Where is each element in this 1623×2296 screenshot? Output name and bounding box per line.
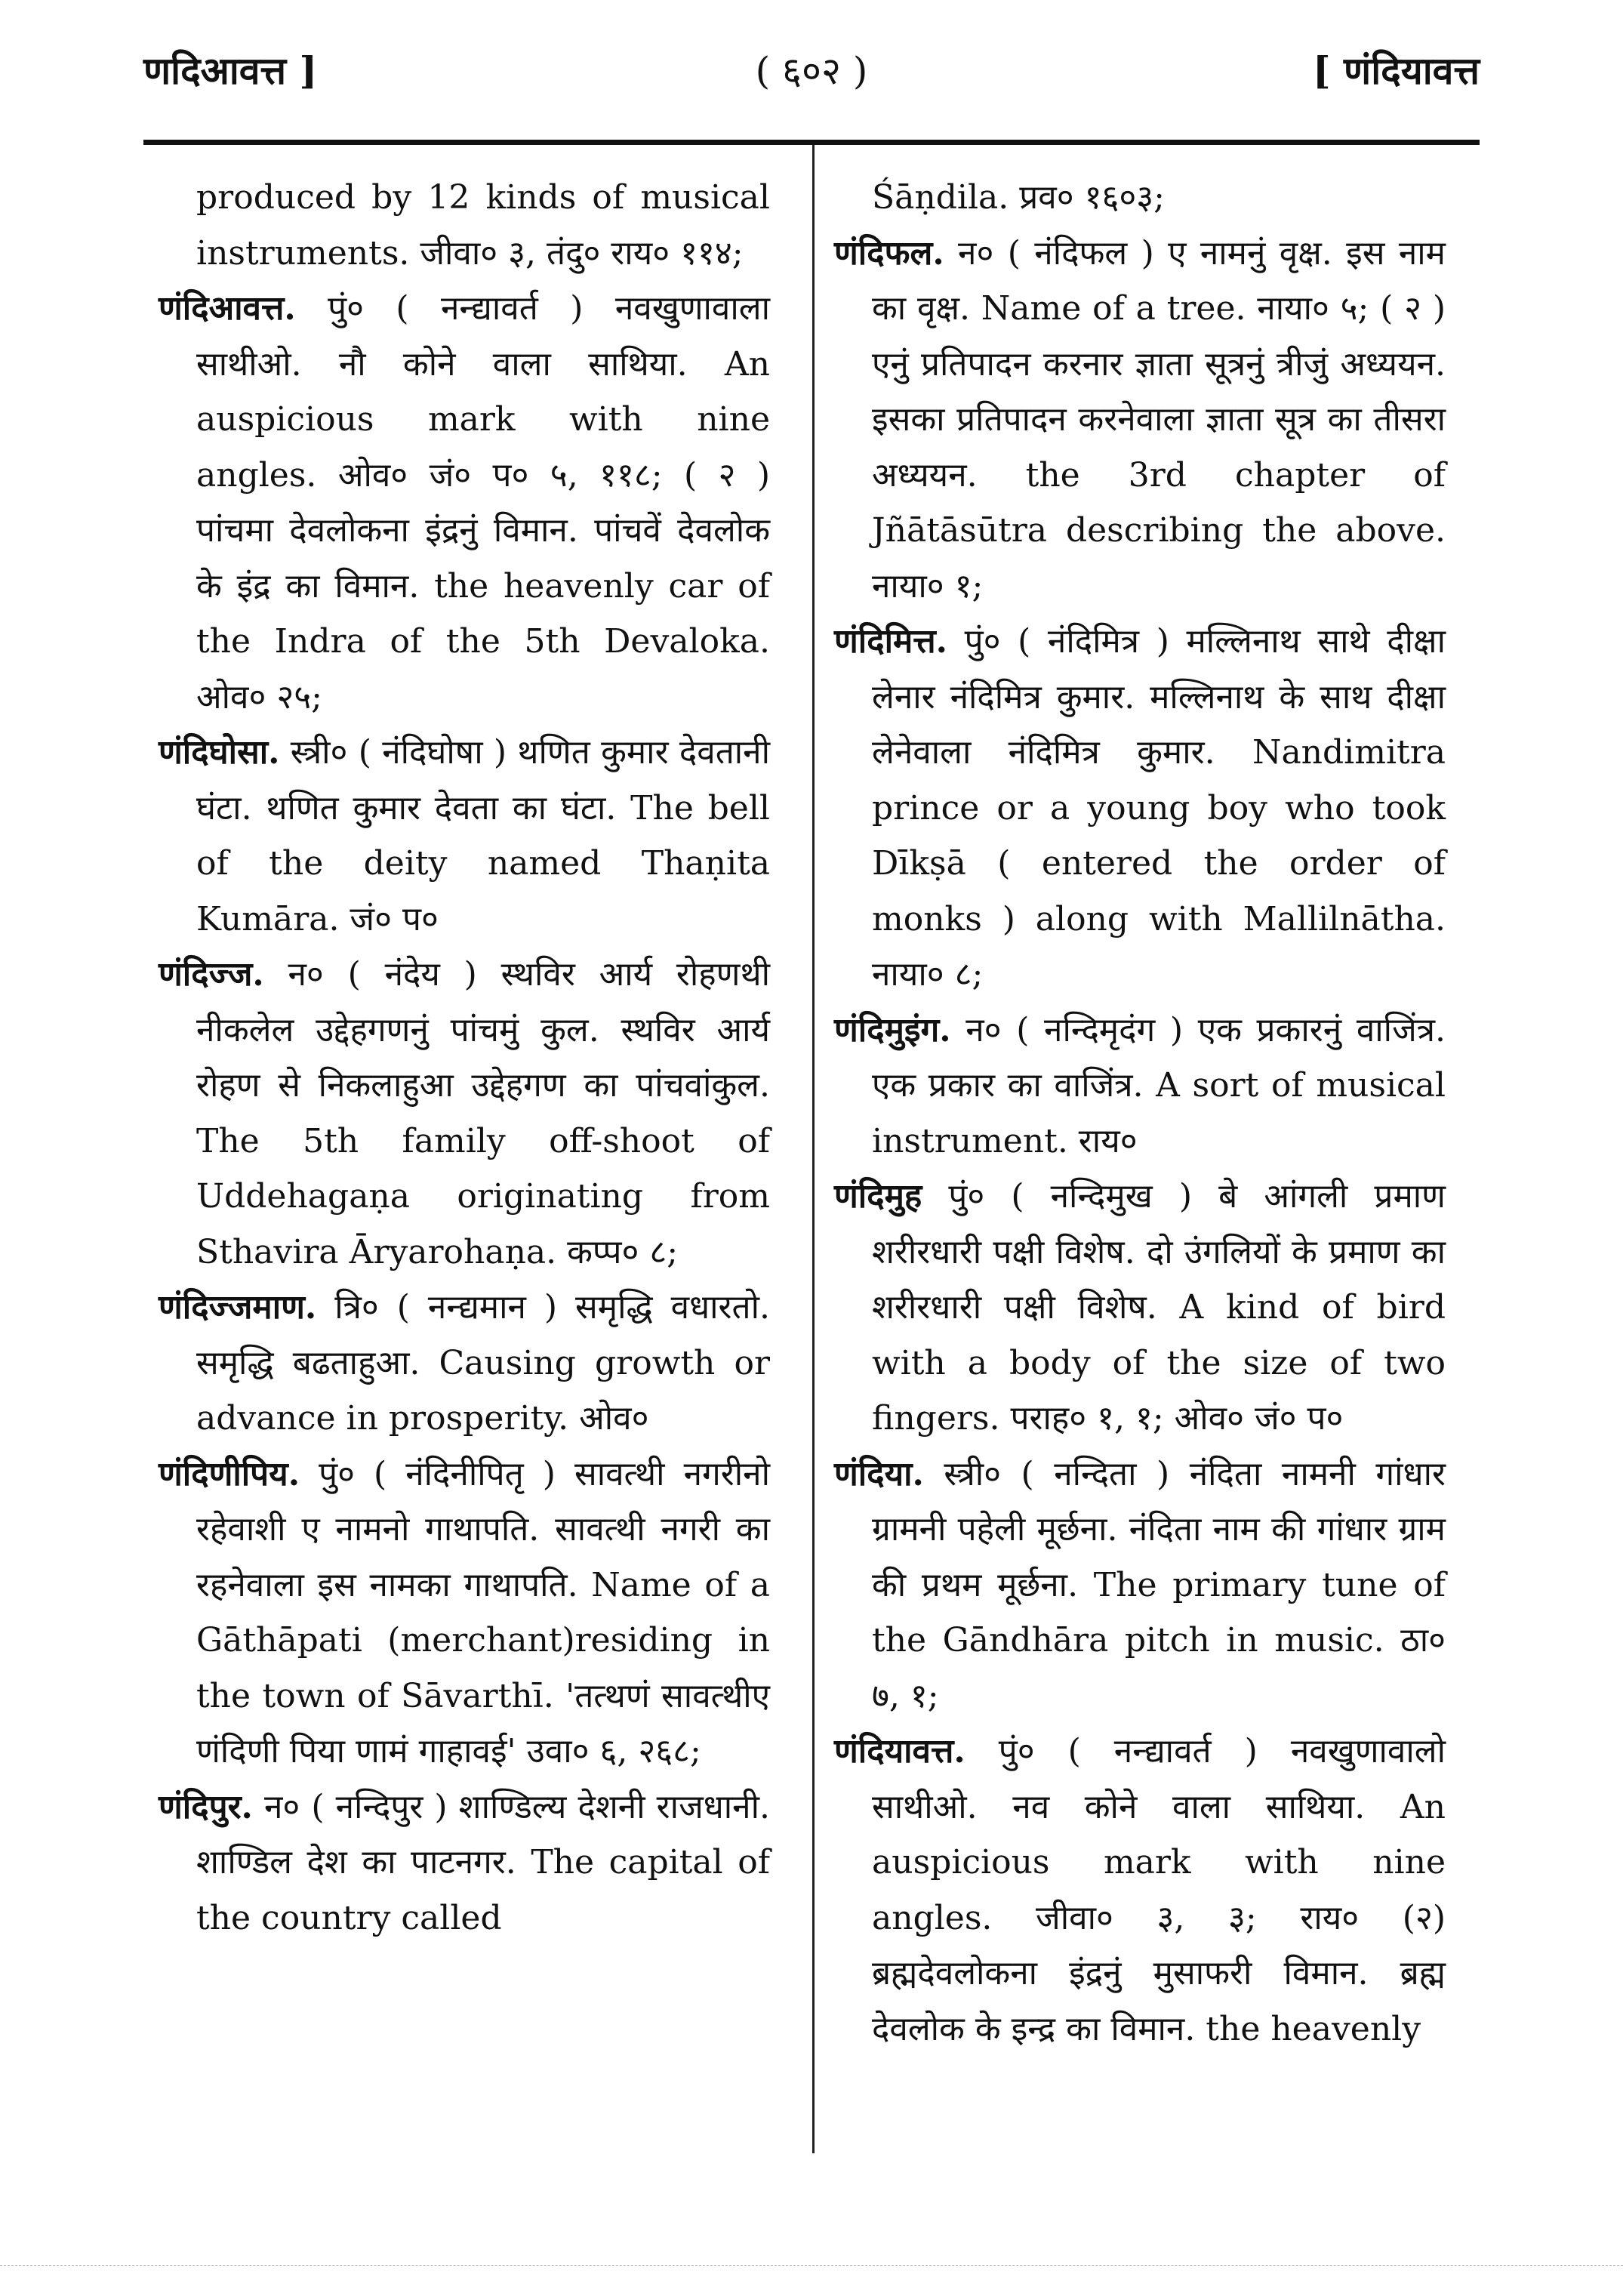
dictionary-entry — [834, 1724, 1446, 2057]
page-number: ( ६०२ ) — [755, 49, 868, 93]
entry-text: पुं० ( नंदिनीपितृ ) सावत्थी नगरीनो रहेवाशी ए नामनो गाथापति. सावत्थी नगरी का रहनेवाला इस नामका गाथापति. Name of a Gāthāpati (merchant)residing in the town of Sāvarthī. 'तत्थणं सावत्थीए णंदिणी पिया णामं गाहावई' उवा० ६, २६८; — [196, 1454, 770, 1771]
dictionary-entry — [159, 947, 770, 1280]
entry-text: पुं० ( नंदिमित्र ) मल्लिनाथ साथे दीक्षा लेनार नंदिमित्र कुमार. मल्लिनाथ के साथ दीक्षा लेनेवाला नंदिमित्र कुमार. Nandimitra prince or a young boy who took Dīkṣā ( entered the order of monks ) along with Mallilnātha. नाया० ८; — [872, 622, 1446, 994]
entry-text: स्त्री० ( नंदिघोषा ) थणित कुमार देवतानी घंटा. थणित कुमार देवता का घंटा. The bell of the deity named Thaṇita Kumāra. जं० प० — [196, 733, 770, 938]
dictionary-entry — [159, 1447, 770, 1780]
entry-headword: णंदिआवत्त. — [159, 289, 296, 328]
right-column — [834, 170, 1446, 2057]
dictionary-entry — [834, 1169, 1446, 1447]
entry-headword: णंदिघोसा. — [159, 733, 280, 772]
entry-headword: णंदिणीपिय. — [159, 1454, 300, 1493]
entry-text: पुं० ( नन्द्यावर्त ) नवखुणावालो साथीओ. नव कोने वाला साथिया. An auspicious mark with nine angles. जीवा० ३, ३; राय० (२) ब्रह्मदेवलोकना इंद्रनुं मुसाफरी विमान. ब्रह्म देवलोक के इन्द्र का विमान. the heavenly — [872, 1732, 1446, 2048]
dictionary-entry — [834, 226, 1446, 615]
entry-text: स्त्री० ( नन्दिता ) नंदिता नामनी गांधार ग्रामनी पहेली मूर्छना. नंदिता नाम की गांधार ग्राम की प्रथम मूर्छना. The primary tune of the Gāndhāra pitch in music. ठा० ७, १; — [872, 1454, 1446, 1715]
dictionary-entry — [159, 281, 770, 725]
entry-headword: णंदिज्जमाण. — [159, 1288, 317, 1327]
entry-text: न० ( नंदिफल ) ए नामनुं वृक्ष. इस नाम का वृक्ष. Name of a tree. नाया० ५; ( २ ) एनुं प्रतिपादन करनार ज्ञाता सूत्रनुं त्रीजुं अध्ययन. इसका प्रतिपादन करनेवाला ज्ञाता सूत्र का तीसरा अध्ययन. the 3rd chapter of Jñātāsūtra describing the above. नाया० १; — [872, 233, 1446, 606]
left-column — [159, 170, 770, 1946]
scan-edge — [0, 2265, 1623, 2266]
dictionary-entry — [834, 1003, 1446, 1170]
entry-headword: णंदिमुह — [834, 1177, 922, 1216]
dictionary-entry — [159, 1280, 770, 1447]
dictionary-entry — [834, 614, 1446, 1003]
entry-continuation — [159, 170, 770, 281]
entry-headword: णंदिमुइंग. — [834, 1010, 951, 1049]
entry-text: पुं० ( नन्दिमुख ) बे आंगली प्रमाण शरीरधारी पक्षी विशेष. दो उंगलियों के प्रमाण का शरीरधारी पक्षी विशेष. A kind of bird with a body of the size of two fingers. पराह० १, १; ओव० जं० प० — [872, 1177, 1446, 1438]
running-head-right: [ णंदियावत्त — [1312, 48, 1480, 93]
entry-text: न० ( नन्दिमृदंग ) एक प्रकारनुं वाजिंत्र. एक प्रकार का वाजिंत्र. A sort of musical instrument. राय० — [872, 1010, 1446, 1160]
page-header — [143, 44, 1480, 112]
entry-continuation — [834, 170, 1446, 226]
entry-text: produced by 12 kinds of musical instruments. जीवा० ३, तंदु० राय० ११४; — [196, 178, 770, 273]
entry-headword: णंदियावत्त. — [834, 1732, 965, 1771]
dictionary-entry — [159, 1780, 770, 1946]
entry-text: Śāṇdila. प्रव० १६०३; — [872, 178, 1165, 217]
entry-text: त्रि० ( नन्द्यमान ) समृद्धि वधारतो. समृद्धि बढताहुआ. Causing growth or advance in prosperity. ओव० — [196, 1288, 770, 1438]
running-head-left: णदिआवत्त ] — [143, 48, 318, 93]
dictionary-entry — [159, 725, 770, 947]
entry-headword: णंदिज्ज. — [159, 955, 264, 994]
entry-text: न० ( नंदेय ) स्थविर आर्य रोहणथी नीकलेल उद्देहगणनुं पांचमुं कुल. स्थविर आर्य रोहण से निकलाहुआ उद्देहगण का पांचवांकुल. The 5th family off-shoot of Uddehagaṇa originating from Sthavira Āryarohaṇa. कप्प० ८; — [196, 955, 770, 1271]
entry-text: पुं० ( नन्द्यावर्त ) नवखुणावाला साथीओ. नौ कोने वाला साथिया. An auspicious mark with nine angles. ओव० जं० प० ५, ११८; ( २ ) पांचमा देवलोकना इंद्रनुं विमान. पांचवें देवलोक के इंद्र का विमान. the heavenly car of the Indra of the 5th Devaloka. ओव० २५; — [196, 289, 770, 717]
entry-headword: णंदिपुर. — [159, 1787, 253, 1826]
header-rule — [143, 140, 1480, 145]
dictionary-entry — [834, 1447, 1446, 1724]
entry-headword: णंदिया. — [834, 1454, 924, 1493]
entry-headword: णंदिफल. — [834, 233, 944, 273]
entry-headword: णंदिमित्त. — [834, 622, 948, 661]
entry-text: न० ( नन्दिपुर ) शाण्डिल्य देशनी राजधानी. शाण्डिल देश का पाटनगर. The capital of the country called — [196, 1787, 770, 1937]
column-divider — [812, 145, 815, 2153]
